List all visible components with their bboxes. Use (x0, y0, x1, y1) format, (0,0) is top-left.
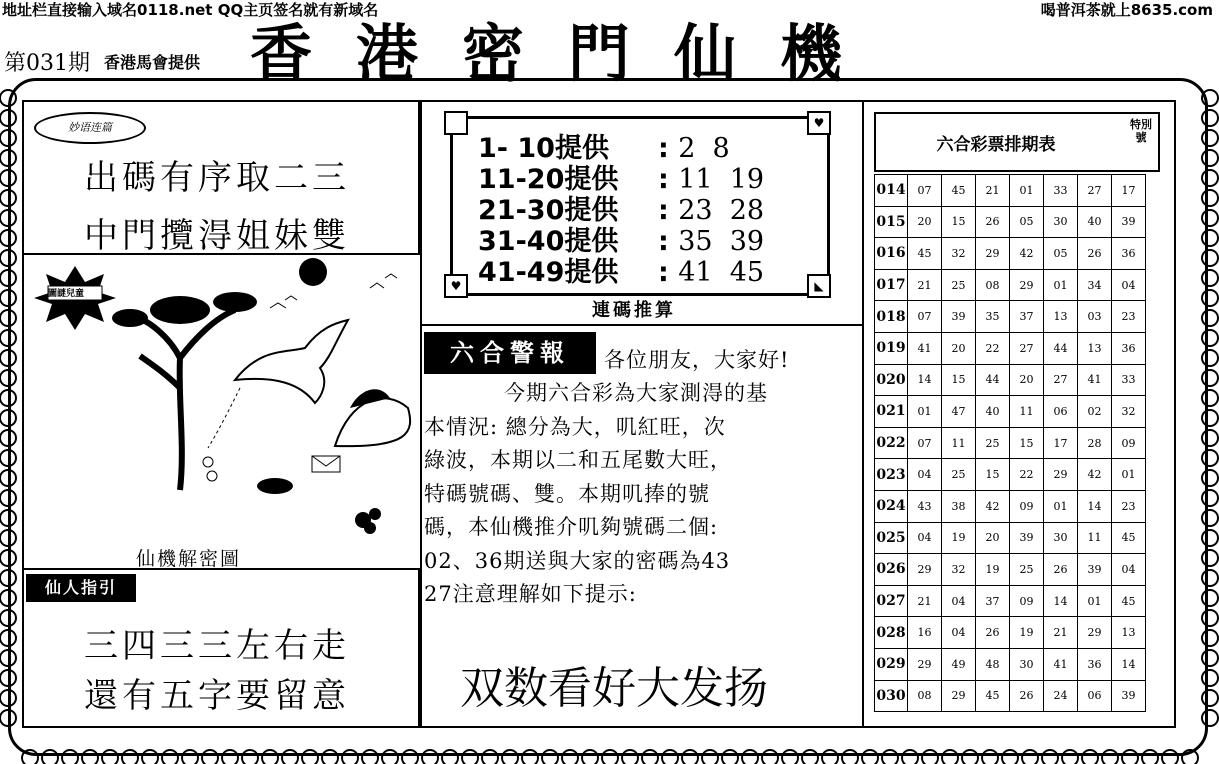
table-row (875, 585, 1146, 617)
number-cell: 11 (942, 427, 976, 459)
number-cell: 24 (1044, 680, 1078, 712)
number-cell: 22 (976, 332, 1010, 364)
number-cell: 23 (1112, 301, 1146, 333)
number-cell: 20 (976, 522, 1010, 554)
range-row (478, 195, 798, 226)
number-cell: 01 (1010, 175, 1044, 207)
number-cell: 26 (1078, 238, 1112, 270)
number-cell: 30 (1044, 206, 1078, 238)
number-cell: 01 (1112, 459, 1146, 491)
number-cell: 48 (976, 648, 1010, 680)
table-row (875, 554, 1146, 586)
number-cell: 04 (908, 522, 942, 554)
poem-line-2: 中門攬淂姐妹雙 (84, 216, 350, 256)
period-cell: 027 (875, 585, 908, 617)
number-cell: 01 (908, 396, 942, 428)
guide-line-1: 三四三三左右走 (84, 626, 350, 666)
arrow-icon: ◣ (807, 274, 831, 298)
period-cell: 023 (875, 459, 908, 491)
number-cell: 09 (1010, 585, 1044, 617)
number-cell: 41 (908, 332, 942, 364)
number-cell: 26 (976, 617, 1010, 649)
greeting: 各位朋友，大家好! (604, 348, 790, 372)
number-cell: 03 (1078, 301, 1112, 333)
heart-icon: ♥ (807, 111, 831, 135)
number-cell: 21 (908, 585, 942, 617)
range-colon: : (658, 226, 669, 257)
table-row (875, 680, 1146, 712)
number-cell: 11 (1010, 396, 1044, 428)
number-cell: 14 (1044, 585, 1078, 617)
number-cell: 29 (1044, 459, 1078, 491)
number-cell: 14 (908, 364, 942, 396)
range-colon: : (658, 164, 669, 195)
number-cell: 14 (1112, 648, 1146, 680)
number-cell: 34 (1078, 269, 1112, 301)
number-cell: 21 (908, 269, 942, 301)
heart-icon: ♥ (444, 274, 468, 298)
number-cell: 42 (976, 490, 1010, 522)
range-colon: : (658, 133, 669, 164)
range-label: 11-20提供 (478, 164, 619, 195)
number-cell: 07 (908, 301, 942, 333)
range-row (478, 226, 798, 257)
range-nums: 2 8 (678, 133, 730, 164)
period-cell: 028 (875, 617, 908, 649)
left-divider (420, 100, 422, 728)
picture-caption: 仙機解密圖 (136, 548, 242, 570)
number-cell: 23 (1112, 490, 1146, 522)
number-cell: 15 (942, 364, 976, 396)
number-cell: 25 (942, 459, 976, 491)
issue-number: 第031期 (4, 51, 90, 76)
number-cell: 20 (942, 332, 976, 364)
right-divider (862, 100, 864, 728)
puzzle-picture (30, 258, 420, 558)
number-cell: 21 (1044, 617, 1078, 649)
number-cell: 39 (942, 301, 976, 333)
number-cell: 45 (908, 238, 942, 270)
period-cell: 020 (875, 364, 908, 396)
number-cell: 29 (908, 648, 942, 680)
number-cell: 06 (1044, 396, 1078, 428)
top-left-notice: 地址栏直接输入域名0118.net QQ主页签名就有新域名 (2, 1, 379, 19)
para-block (424, 377, 768, 612)
number-cell: 08 (908, 680, 942, 712)
number-cell: 13 (1044, 301, 1078, 333)
range-label: 1- 10提供 (478, 133, 609, 164)
number-cell: 25 (976, 427, 1010, 459)
number-cell: 37 (976, 585, 1010, 617)
table-row (875, 238, 1146, 270)
period-cell: 017 (875, 269, 908, 301)
table-row (875, 522, 1146, 554)
number-cell: 20 (1010, 364, 1044, 396)
lianma-label: 連碼推算 (592, 300, 676, 321)
period-cell: 026 (875, 554, 908, 586)
range-nums: 41 45 (678, 257, 765, 288)
period-cell: 014 (875, 175, 908, 207)
number-cell: 01 (1044, 269, 1078, 301)
number-cell: 32 (942, 238, 976, 270)
number-cell: 22 (1010, 459, 1044, 491)
range-label: 21-30提供 (478, 195, 619, 226)
number-cell: 04 (908, 459, 942, 491)
table-row (875, 206, 1146, 238)
guide-label: 仙人指引 (26, 574, 136, 602)
number-cell: 26 (976, 206, 1010, 238)
number-cell: 07 (908, 427, 942, 459)
para-line: 本情況: 總分為大，叽紅旺，次 (424, 414, 726, 439)
sun (299, 258, 327, 286)
number-cell: 32 (942, 554, 976, 586)
number-cell: 26 (1044, 554, 1078, 586)
number-cell: 05 (1010, 206, 1044, 238)
number-cell: 39 (1112, 206, 1146, 238)
number-cell: 27 (1044, 364, 1078, 396)
number-cell: 40 (976, 396, 1010, 428)
number-cell: 30 (1010, 648, 1044, 680)
number-cell: 42 (1078, 459, 1112, 491)
period-cell: 022 (875, 427, 908, 459)
number-cell: 27 (1078, 175, 1112, 207)
number-cell: 09 (1010, 490, 1044, 522)
number-cell: 35 (976, 301, 1010, 333)
number-cell: 39 (1112, 680, 1146, 712)
number-cell: 17 (1112, 175, 1146, 207)
number-cell: 15 (942, 206, 976, 238)
number-cell: 39 (1078, 554, 1112, 586)
period-cell: 016 (875, 238, 908, 270)
number-cell: 29 (908, 554, 942, 586)
range-list (478, 133, 798, 288)
number-cell: 36 (1112, 332, 1146, 364)
fruit-basket (257, 478, 293, 494)
number-cell: 33 (1112, 364, 1146, 396)
number-cell: 07 (908, 175, 942, 207)
number-cell: 15 (1010, 427, 1044, 459)
table-row (875, 427, 1146, 459)
table-row (875, 648, 1146, 680)
number-cell: 01 (1044, 490, 1078, 522)
period-cell: 019 (875, 332, 908, 364)
special-tag: 特別號 (1130, 118, 1152, 144)
range-nums: 35 39 (678, 226, 765, 257)
number-cell: 29 (942, 680, 976, 712)
number-cell: 21 (976, 175, 1010, 207)
corner-ornament-tl (444, 111, 468, 135)
table-row (875, 332, 1146, 364)
range-colon: : (658, 195, 669, 226)
number-cell: 15 (976, 459, 1010, 491)
oval-label: 妙语连篇 (34, 112, 146, 144)
table-row (875, 459, 1146, 491)
range-nums: 23 28 (678, 195, 765, 226)
number-cell: 47 (942, 396, 976, 428)
number-cell: 29 (976, 238, 1010, 270)
number-cell: 17 (1044, 427, 1078, 459)
number-cell: 06 (1078, 680, 1112, 712)
number-cell: 13 (1112, 617, 1146, 649)
period-cell: 024 (875, 490, 908, 522)
number-cell: 41 (1044, 648, 1078, 680)
number-cell: 29 (1078, 617, 1112, 649)
table-row (875, 396, 1146, 428)
number-cell: 41 (1078, 364, 1112, 396)
number-cell: 26 (1010, 680, 1044, 712)
number-cell: 45 (1112, 522, 1146, 554)
number-cell: 25 (1010, 554, 1044, 586)
number-cell: 14 (1078, 490, 1112, 522)
table-row (875, 301, 1146, 333)
alert-label: 六合警報 (424, 332, 596, 374)
number-cell: 40 (1078, 206, 1112, 238)
rock (335, 398, 410, 446)
number-cell: 32 (1112, 396, 1146, 428)
number-cell: 05 (1044, 238, 1078, 270)
number-cell: 38 (942, 490, 976, 522)
range-row (478, 257, 798, 288)
number-cell: 42 (1010, 238, 1044, 270)
number-cell: 02 (1078, 396, 1112, 428)
number-cell: 01 (1078, 585, 1112, 617)
table-row (875, 617, 1146, 649)
number-cell: 36 (1112, 238, 1146, 270)
para-line: 27注意理解如下提示: (424, 582, 637, 606)
para-line: 綠波，本期以二和五尾數大旺， (424, 448, 732, 472)
slogan: 双数看好大发扬 (460, 663, 768, 714)
table-row (875, 364, 1146, 396)
number-cell: 45 (942, 175, 976, 207)
table-row (875, 269, 1146, 301)
period-cell: 021 (875, 396, 908, 428)
number-cell: 28 (1078, 427, 1112, 459)
page-title: 香港密門仙機 (250, 17, 887, 90)
number-cell: 37 (1010, 301, 1044, 333)
range-label: 31-40提供 (478, 226, 619, 257)
number-cell: 04 (942, 617, 976, 649)
number-cell: 16 (908, 617, 942, 649)
range-colon: : (658, 257, 669, 288)
number-cell: 25 (942, 269, 976, 301)
number-cell: 33 (1044, 175, 1078, 207)
period-cell: 029 (875, 648, 908, 680)
number-cell: 43 (908, 490, 942, 522)
poem-line-1: 出碼有序取二三 (84, 158, 350, 198)
number-cell: 45 (976, 680, 1010, 712)
number-cell: 44 (1044, 332, 1078, 364)
para-line: 特碼號碼、雙。本期叽捧的號 (424, 481, 710, 506)
table-row (875, 175, 1146, 207)
number-cell: 19 (942, 522, 976, 554)
star-label: 圖謎兒童 (48, 289, 85, 299)
publisher: 香港馬會提供 (104, 53, 201, 72)
period-cell: 015 (875, 206, 908, 238)
range-label: 41-49提供 (478, 257, 619, 288)
period-cell: 025 (875, 522, 908, 554)
number-cell: 11 (1078, 522, 1112, 554)
number-cell: 49 (942, 648, 976, 680)
schedule-table (874, 174, 1146, 712)
range-row (478, 164, 798, 195)
number-cell: 39 (1010, 522, 1044, 554)
number-cell: 27 (1010, 332, 1044, 364)
guide-line-2: 還有五字要留意 (84, 676, 350, 716)
number-cell: 19 (976, 554, 1010, 586)
number-cell: 04 (1112, 554, 1146, 586)
range-row (478, 133, 798, 164)
table-row (875, 490, 1146, 522)
period-cell: 030 (875, 680, 908, 712)
tree (130, 310, 235, 490)
dove (235, 320, 348, 403)
schedule-title: 六合彩票排期表 (936, 135, 1056, 155)
number-cell: 30 (1044, 522, 1078, 554)
number-cell: 09 (1112, 427, 1146, 459)
number-cell: 44 (976, 364, 1010, 396)
range-nums: 11 19 (678, 164, 765, 195)
number-cell: 36 (1078, 648, 1112, 680)
top-right-notice: 喝普洱茶就上8635.com (1040, 1, 1213, 19)
number-cell: 04 (942, 585, 976, 617)
number-cell: 20 (908, 206, 942, 238)
number-cell: 19 (1010, 617, 1044, 649)
para-line: 02、36期送與大家的密碼為43 (424, 548, 731, 573)
number-cell: 29 (1010, 269, 1044, 301)
number-cell: 04 (1112, 269, 1146, 301)
period-cell: 018 (875, 301, 908, 333)
number-cell: 08 (976, 269, 1010, 301)
para-line: 今期六合彩為大家測淂的基 (504, 381, 768, 405)
number-cell: 13 (1078, 332, 1112, 364)
middle-divider (420, 324, 862, 326)
number-cell: 45 (1112, 585, 1146, 617)
para-line: 碼，本仙機推介叽夠號碼二個: (424, 515, 719, 539)
